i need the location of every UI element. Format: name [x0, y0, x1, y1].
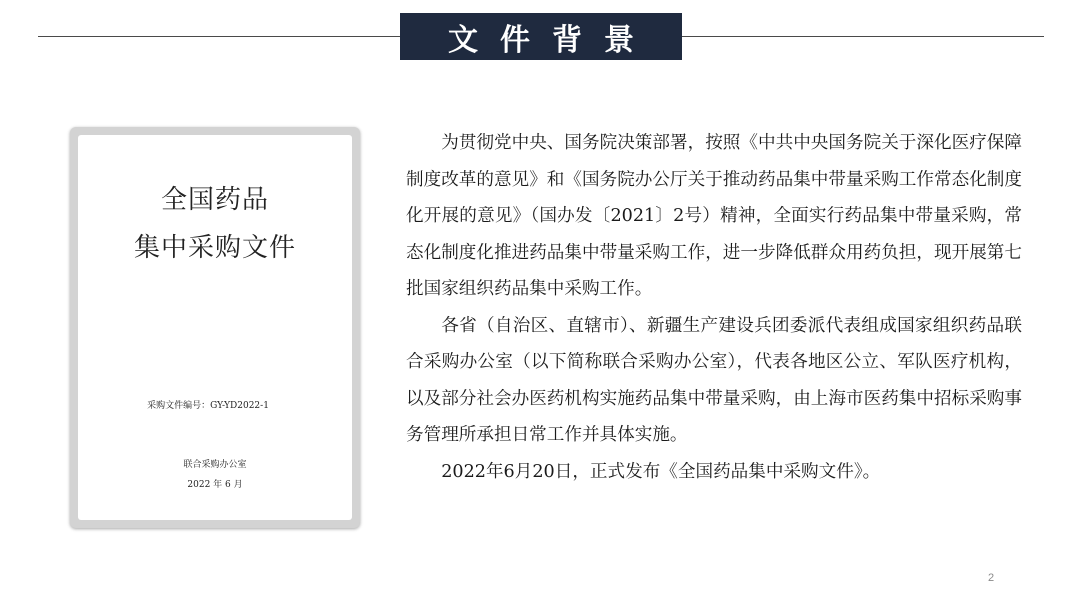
paragraph-policy: 为贯彻党中央、国务院决策部署，按照《中共中央国务院关于深化医疗保障制度改革的意见》和《国务院办公厅关于推动药品集中带量采购工作常态化制度化开展的意见》（国办发〔2021〕2号）精神，全面实行药品集中带量采购，常态化制度化推进药品集中带量采购工作，进一步降低群众用药负担，现开展第七批国家组织药品集中采购工作。 [406, 133, 1022, 299]
document-date: 2022 年 6 月 [187, 480, 243, 490]
body-text [406, 125, 1022, 490]
document-office: 联合采购办公室 [183, 460, 247, 470]
document-cover-image [70, 127, 360, 528]
header-rule-right [682, 36, 1044, 37]
paragraph-release: 2022年6月20日，正式发布《全国药品集中采购文件》。 [441, 461, 881, 482]
header-rule-left [38, 36, 400, 37]
paragraph-office: 各省（自治区、直辖市）、新疆生产建设兵团委派代表组成国家组织药品联合采购办公室（以下简称联合采购办公室），代表各地区公立、军队医疗机构，以及部分社会办医药机构实施药品集中带量采购，由上海市医药集中招标采购事务管理所承担日常工作并具体实施。 [406, 315, 1022, 445]
document-number: 采购文件编号：GY-YD2022-1 [147, 401, 269, 411]
document-cover-page [78, 135, 352, 520]
page-number: 2 [988, 572, 995, 584]
document-title-line2: 集中采购文件 [133, 233, 296, 263]
document-title-line1: 全国药品 [160, 185, 269, 215]
page-title: 文件背景 [448, 22, 656, 58]
title-banner [400, 13, 682, 60]
